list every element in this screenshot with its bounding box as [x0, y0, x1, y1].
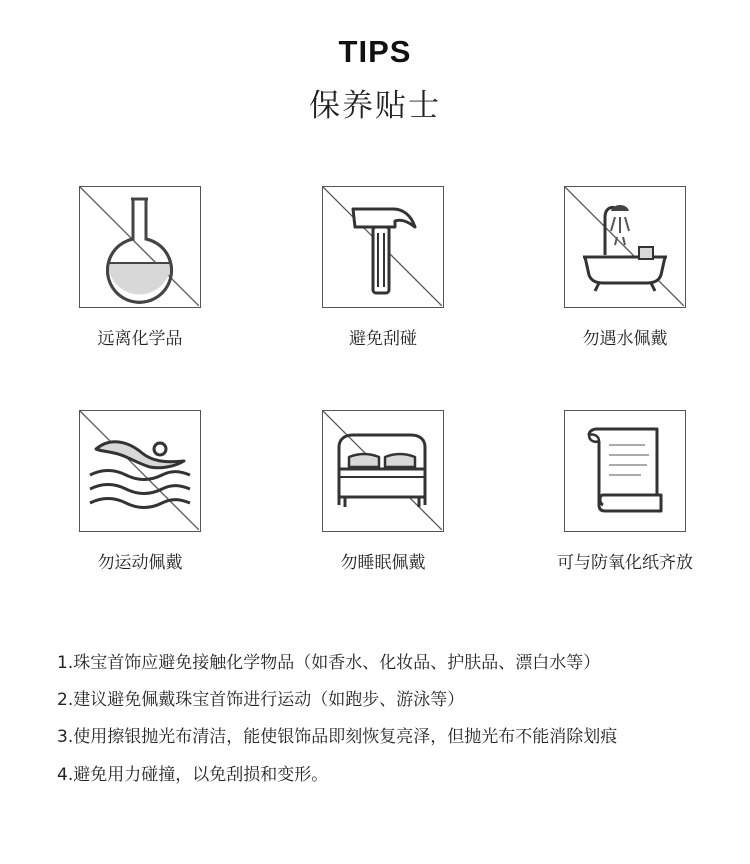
card-label-sleep: 勿睡眠佩戴	[340, 553, 426, 573]
card-label-sports: 勿运动佩戴	[97, 553, 183, 573]
page-title-en: TIPS	[338, 34, 412, 69]
card-label-water: 勿遇水佩戴	[582, 329, 668, 349]
paper-scroll-icon	[565, 411, 684, 530]
bathtub-icon	[565, 187, 684, 306]
flask-icon	[80, 187, 199, 306]
bed-icon	[323, 411, 442, 530]
card-antioxidant-paper	[564, 410, 686, 532]
card-water	[564, 186, 686, 308]
card-label-chemicals: 远离化学品	[97, 329, 183, 349]
tip-line: 4.避免用力碰撞，以免刮损和变形。	[57, 765, 329, 785]
card-label-scratch: 避免刮碰	[349, 329, 417, 349]
hammer-icon	[323, 187, 442, 306]
tip-line: 3.使用擦银抛光布清洁，能使银饰品即刻恢复亮泽，但抛光布不能消除划痕	[57, 727, 618, 747]
tip-line: 1.珠宝首饰应避免接触化学物品（如香水、化妆品、护肤品、漂白水等）	[57, 653, 601, 673]
page-title-cn: 保养贴士	[309, 88, 441, 124]
swimmer-icon	[80, 411, 199, 530]
card-chemicals	[79, 186, 201, 308]
card-label-antioxidant-paper: 可与防氧化纸齐放	[557, 553, 693, 573]
card-sports	[79, 410, 201, 532]
card-scratch	[322, 186, 444, 308]
tip-line: 2.建议避免佩戴珠宝首饰进行运动（如跑步、游泳等）	[57, 690, 465, 710]
card-sleep	[322, 410, 444, 532]
